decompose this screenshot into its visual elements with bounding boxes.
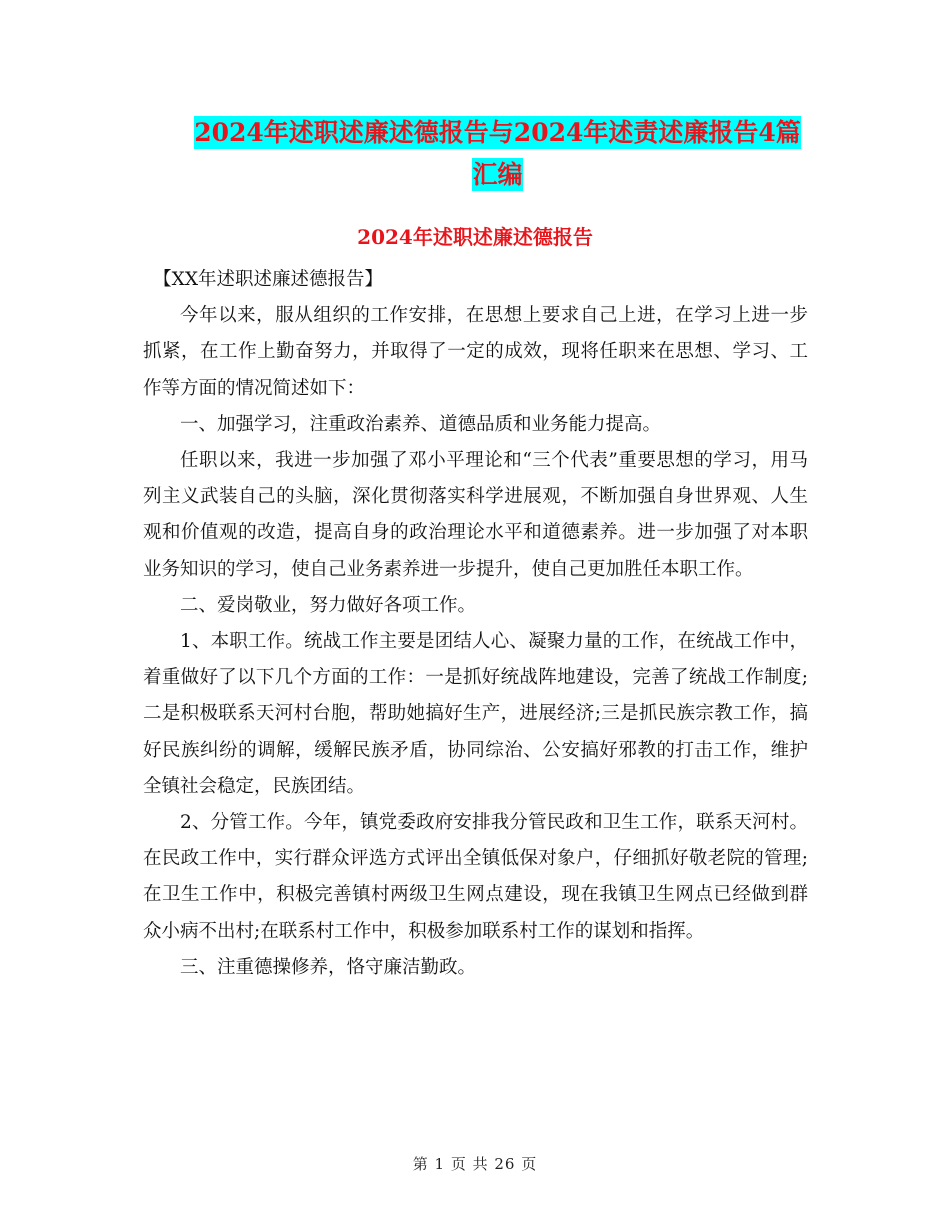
document-body (143, 262, 808, 986)
document-title (140, 112, 855, 196)
paragraph-study: 任职以来，我进一步加强了邓小平理论和“三个代表”重要思想的学习，用马列主义武装自己的头脑，深化贯彻落实科学进展观，不断加强自身世界观、人生观和价值观的改造，提高自身的政治理论水平和道德素养。进一步加强了对本职业务知识的学习，使自己业务素养进一步提升，使自己更加胜任本职工作。 (143, 450, 808, 580)
title-line-1: 2024年述职述廉述德报告与2024年述责述廉报告4篇 (194, 118, 801, 147)
page-footer: 第 1 页 共 26 页 (412, 1155, 538, 1173)
paragraph-main-work: 1、本职工作。统战工作主要是团结人心、凝聚力量的工作，在统战工作中，着重做好了以下几个方面的工作：一是抓好统战阵地建设，完善了统战工作制度;二是积极联系天河村台胞，帮助她搞好生产，进展经济;三是抓民族宗教工作，搞好民族纠纷的调解，缓解民族矛盾，协同综治、公安搞好邪教的打击工作，维护全镇社会稳定，民族团结。 (143, 631, 808, 797)
paragraph-heading-1: 一、加强学习，注重政治素养、道德品质和业务能力提高。 (180, 413, 662, 435)
paragraph-heading-3: 三、注重德操修养，恪守廉洁勤政。 (180, 956, 477, 978)
title-line-2: 汇编 (472, 160, 523, 189)
paragraph-intro: 今年以来，服从组织的工作安排，在思想上要求自己上进，在学习上进一步抓紧，在工作上勤奋努力，并取得了一定的成效，现将任职来在思想、学习、工作等方面的情况简述如下： (143, 305, 808, 399)
paragraph-report-label: 【XX年述职述廉述德报告】 (153, 269, 384, 290)
section-title: 2024年述职述廉述德报告 (357, 225, 593, 249)
paragraph-assigned-work: 2、分管工作。今年，镇党委政府安排我分管民政和卫生工作，联系天河村。在民政工作中，实行群众评选方式评出全镇低保对象户，仔细抓好敬老院的管理;在卫生工作中，积极完善镇村两级卫生网点建设，现在我镇卫生网点已经做到群众小病不出村;在联系村工作中，积极参加联系村工作的谋划和指挥。 (143, 812, 808, 942)
paragraph-heading-2: 二、爱岗敬业，努力做好各项工作。 (180, 594, 477, 616)
